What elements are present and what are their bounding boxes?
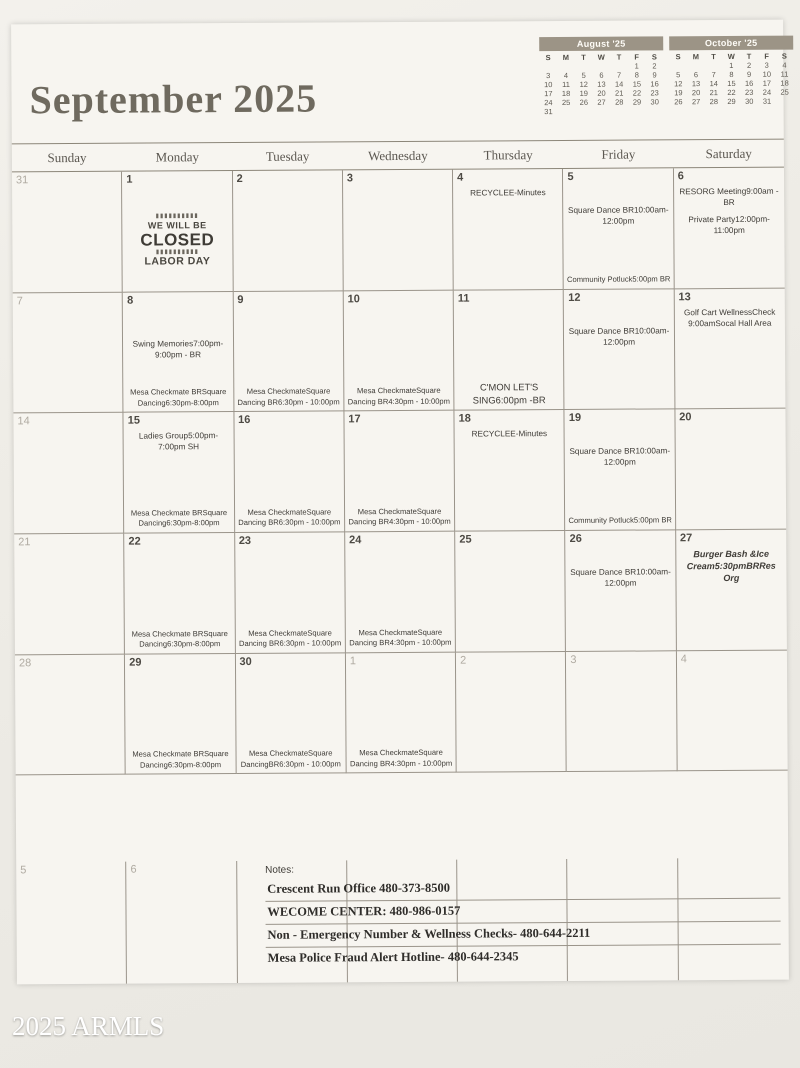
event-line: Mesa Checkmate BR	[131, 628, 204, 639]
mini-calendar-next-title: October '25	[669, 36, 793, 51]
event-line: 6:00pm -BR	[495, 394, 546, 406]
mini-day: 23	[745, 87, 754, 97]
event-line: Check 9:00am	[688, 307, 776, 328]
event-line: C'MON LET'S SING	[472, 381, 539, 406]
day-number: 30	[239, 655, 252, 668]
event-line: Private Party	[688, 214, 736, 225]
mini-day: 30	[745, 96, 754, 106]
mini-dow: T	[616, 52, 622, 62]
event-line: Square Dancing	[138, 508, 228, 529]
day-number: 13	[678, 290, 691, 303]
event-line: Square Dancing BR	[349, 748, 443, 769]
event-line: Ladies Group	[138, 431, 189, 441]
mini-day: 1	[729, 60, 734, 70]
mini-day: 20	[691, 88, 701, 98]
event-line: Ice Cream	[686, 548, 769, 572]
event-line: Community Potluck	[568, 516, 634, 526]
mini-day: 27	[597, 97, 606, 107]
day-event-middle	[125, 338, 230, 361]
day-event-upper	[566, 325, 671, 348]
day-number: 5	[567, 170, 574, 183]
mini-day: 13	[597, 79, 606, 89]
mini-day: 4	[563, 70, 569, 80]
event-line: 6:30pm-8:00pm	[165, 397, 219, 408]
mini-day: 19	[674, 88, 683, 98]
notice-line-3: LABOR DAY	[144, 255, 211, 268]
mini-day: 28	[709, 97, 719, 107]
day-cell[interactable]	[124, 533, 235, 654]
day-number: 6	[677, 170, 684, 183]
labor-day-notice	[135, 213, 219, 268]
mini-day	[592, 62, 610, 71]
event-line: 10:00am-12:00pm	[602, 205, 669, 226]
day-cell[interactable]	[15, 654, 126, 775]
day-event-bottom	[568, 516, 673, 527]
mini-dow: S	[651, 52, 657, 62]
day-event-middle	[676, 214, 782, 237]
notes-line-3: Non - Emergency Number & Wellness Checks- 480-644-2211	[265, 922, 780, 948]
day-number: 17	[348, 413, 361, 426]
day-cell[interactable]	[13, 413, 124, 534]
day-event-special	[678, 548, 784, 585]
event-line: Mesa Checkmate	[248, 628, 308, 638]
mini-day: 17	[544, 89, 553, 99]
day-cell[interactable]	[345, 532, 456, 653]
event-line: Mesa Checkmate	[356, 386, 417, 396]
event-line: BR6:30pm - 10:00pm	[268, 759, 341, 769]
day-event-bottom	[127, 629, 232, 650]
day-number: 23	[238, 534, 252, 547]
mini-day	[776, 97, 794, 106]
mini-dow: W	[727, 51, 735, 61]
day-event-top	[126, 430, 231, 453]
day-cell[interactable]	[563, 168, 674, 289]
mini-day: 24	[544, 98, 553, 108]
event-line: RECYCLE	[470, 188, 509, 198]
mini-day: 22	[632, 88, 642, 98]
event-line: Square Dance BR	[569, 446, 636, 457]
day-cell[interactable]	[677, 650, 788, 771]
event-line: Res Org	[723, 560, 776, 583]
day-number: 4	[680, 652, 687, 665]
mini-dow: S	[545, 53, 551, 63]
event-line: Square Dancing	[240, 748, 333, 769]
mini-day: 21	[615, 88, 624, 98]
day-number: 22	[128, 535, 141, 548]
notes-column	[16, 862, 127, 985]
day-number: 5	[20, 864, 27, 877]
mini-day: 24	[762, 87, 772, 97]
event-line: 7:00pm-9:00pm - BR	[155, 338, 224, 360]
day-number: 26	[569, 532, 582, 545]
mini-dow: M	[692, 52, 700, 62]
calendar-grid	[12, 168, 788, 863]
mini-day	[610, 62, 628, 71]
notes-label: Notes:	[265, 864, 295, 876]
day-event-top	[676, 186, 782, 209]
event-line: 6:30pm-8:00pm	[167, 759, 222, 770]
event-line: 4:30pm - 10:00pm	[390, 758, 453, 768]
day-number: 18	[458, 412, 471, 425]
day-event-top	[457, 428, 562, 440]
day-number: 8	[127, 294, 134, 307]
page-title: September 2025	[29, 75, 318, 123]
event-line: Mesa Checkmate BR	[130, 387, 202, 398]
event-line: Square Dancing BR	[237, 386, 331, 407]
day-number: 10	[347, 292, 360, 305]
mini-day: 8	[729, 69, 734, 79]
day-number: 25	[459, 533, 472, 546]
day-cell[interactable]	[13, 292, 124, 413]
weekday-thursday: Thursday	[483, 146, 533, 162]
day-number: 12	[568, 291, 581, 304]
day-cell[interactable]	[564, 289, 675, 410]
mini-day: 12	[674, 79, 683, 89]
day-number: 6	[130, 863, 137, 876]
mini-day: 11	[780, 69, 789, 79]
day-cell[interactable]	[675, 409, 786, 530]
mini-day: 18	[780, 78, 789, 88]
mini-day: 19	[579, 88, 588, 98]
event-line: 10:00am-12:00pm	[603, 325, 670, 347]
calendar-sheet	[11, 20, 789, 985]
mini-calendar-previous-title: August '25	[539, 36, 663, 51]
day-event-bottom	[128, 749, 233, 770]
watermark: 2025 ARMLS	[12, 1011, 165, 1041]
event-line: Swing Memories	[132, 338, 194, 349]
mini-day: 13	[691, 79, 701, 89]
event-line: E-Minutes	[508, 188, 546, 198]
mini-day	[669, 61, 687, 70]
event-line: 6:30pm-8:00pm	[167, 639, 221, 649]
day-cell[interactable]	[346, 652, 457, 773]
event-line: Square Dancing	[137, 387, 227, 408]
mini-day: 4	[782, 60, 787, 70]
event-line: Community Potluck	[566, 274, 633, 285]
day-event-bottom	[347, 507, 452, 528]
notice-bottom-dots: ▮▮▮▮▮▮▮▮▮▮	[155, 249, 199, 256]
day-cell[interactable]	[123, 292, 234, 413]
day-number: 3	[346, 172, 354, 185]
day-number: 9	[237, 293, 244, 306]
event-line: 5:00pm- 7:00pm SH	[158, 431, 219, 452]
day-event-bottom	[348, 748, 453, 769]
day-event-bottom	[126, 387, 231, 408]
day-cell[interactable]	[233, 291, 344, 412]
event-line: Golf Cart Wellness	[683, 307, 753, 317]
event-line: 9:00am - BR	[723, 186, 779, 208]
mini-day: 15	[727, 78, 736, 88]
day-number: 3	[570, 653, 577, 666]
day-number: 21	[18, 536, 31, 549]
day-cell[interactable]	[674, 168, 785, 289]
event-line: Square Dancing	[139, 628, 228, 649]
event-line: 6:30pm - 10:00pm	[278, 397, 340, 407]
notice-line-2: CLOSED	[140, 230, 215, 250]
mini-day: 25	[780, 87, 789, 97]
mini-day: 5	[676, 70, 681, 80]
event-line: 10:00am-12:00pm	[603, 446, 671, 468]
day-number: 24	[349, 534, 362, 547]
weekday-wednesday: Wednesday	[368, 147, 428, 163]
event-line: 10:00am-12:00pm	[604, 567, 671, 588]
day-cell[interactable]	[344, 411, 455, 532]
weekday-friday: Friday	[601, 146, 636, 162]
day-cell[interactable]	[455, 410, 566, 531]
mini-day: 20	[597, 88, 606, 98]
mini-day: 1	[634, 61, 639, 71]
event-line: Mesa Checkmate	[246, 387, 306, 397]
notes-section	[16, 858, 789, 985]
event-line: 4:30pm - 10:00pm	[389, 637, 452, 648]
event-line: Mesa Checkmate	[357, 506, 417, 517]
mini-day	[557, 62, 575, 71]
mini-day: 7	[711, 70, 716, 80]
event-line: Square Dancing BR	[347, 386, 441, 407]
notice-line-1: WE WILL BE	[147, 220, 207, 231]
mini-day	[705, 61, 723, 70]
mini-calendar-previous-grid	[539, 52, 663, 116]
mini-dow: S	[781, 51, 787, 61]
mini-day: 11	[562, 79, 570, 90]
mini-day	[593, 107, 611, 116]
mini-day	[575, 107, 593, 116]
event-line: Square Dancing	[139, 749, 229, 770]
event-line: Burger Bash &	[693, 548, 757, 560]
mini-day: 26	[579, 97, 589, 107]
notice-top-dots: ▮▮▮▮▮▮▮▮▮▮	[155, 213, 199, 220]
mini-dow: T	[711, 52, 716, 62]
event-line: Square Dancing BR	[238, 507, 332, 528]
day-event-bottom	[566, 275, 671, 286]
mini-day: 7	[616, 70, 622, 80]
mini-calendar-next-grid	[669, 52, 793, 107]
event-line: Mesa Checkmate	[359, 748, 419, 758]
day-event-bottom	[236, 387, 341, 408]
mini-day: 29	[632, 97, 642, 107]
event-line: 5:00pm BR	[633, 515, 672, 526]
mini-day: 17	[762, 78, 772, 88]
day-cell[interactable]	[565, 410, 676, 531]
mini-day: 16	[744, 78, 754, 88]
day-cell[interactable]	[125, 654, 236, 775]
mini-day	[557, 107, 575, 116]
mini-day: 25	[561, 97, 571, 108]
mini-day: 3	[546, 71, 551, 81]
day-number: 11	[457, 292, 470, 305]
mini-day: 3	[764, 60, 769, 70]
day-number: 1	[126, 173, 133, 186]
mini-calendar-next[interactable]	[669, 36, 793, 107]
day-number: 4	[457, 171, 464, 184]
event-line: Square Dancing BR	[349, 627, 443, 648]
day-number: 29	[129, 656, 142, 669]
day-cell[interactable]	[343, 170, 454, 291]
event-line: Square Dancing BR	[348, 506, 442, 527]
event-line: 6:30pm - 10:00pm	[279, 638, 342, 648]
mini-day: 5	[581, 70, 586, 80]
day-number: 16	[238, 414, 251, 427]
day-cell[interactable]	[566, 651, 677, 772]
event-line: Mesa Checkmate	[358, 627, 418, 637]
event-line: 6:30pm-8:00pm	[166, 518, 220, 528]
day-cell[interactable]	[235, 532, 346, 653]
event-line: Mesa Checkmate	[248, 748, 309, 759]
mini-day: 31	[544, 107, 553, 117]
mini-day	[575, 62, 593, 71]
day-cell[interactable]	[455, 531, 566, 652]
mini-day: 6	[693, 70, 699, 80]
event-line: 12:00pm-11:00pm	[713, 214, 770, 236]
mini-day: 22	[727, 87, 736, 97]
mini-day: 9	[652, 70, 657, 80]
mini-day: 16	[650, 79, 659, 89]
mini-day: 2	[652, 61, 657, 71]
notes-line-4: Mesa Police Fraud Alert Hotline- 480-644-2345	[267, 949, 519, 965]
notes-column	[126, 861, 237, 984]
weekday-sunday: Sunday	[47, 149, 87, 165]
notes-box	[257, 858, 789, 983]
day-number: 7	[16, 294, 23, 307]
mini-day: 8	[634, 70, 639, 80]
event-line: RECYCLE	[471, 429, 511, 439]
day-cell[interactable]	[235, 653, 346, 774]
day-cell[interactable]	[234, 412, 345, 533]
day-event-top	[455, 187, 560, 199]
mini-day: 28	[615, 97, 624, 107]
day-cell[interactable]	[344, 290, 455, 411]
mini-dow: T	[581, 52, 586, 62]
day-cell[interactable]	[453, 169, 564, 290]
day-number: 19	[568, 412, 582, 425]
mini-dow: W	[597, 52, 605, 62]
mini-day: 31	[762, 96, 772, 106]
mini-dow: M	[562, 52, 570, 62]
event-line: 4:30pm - 10:00pm	[388, 396, 450, 406]
mini-day: 14	[709, 79, 718, 89]
day-event-upper	[567, 446, 672, 469]
day-event-bottom	[238, 749, 343, 770]
mini-day	[610, 107, 628, 116]
event-line: E-Minutes	[510, 429, 548, 439]
day-number: 28	[18, 656, 32, 669]
event-line: Square Dance BR	[570, 567, 637, 577]
day-number: 31	[15, 174, 29, 187]
day-event-bottom	[237, 507, 342, 528]
mini-day: 23	[650, 88, 659, 98]
day-event-top	[677, 306, 783, 329]
mini-day	[539, 62, 557, 71]
day-event-upper	[566, 204, 671, 227]
day-number: 27	[679, 532, 693, 545]
event-line: Square Dance BR	[567, 205, 635, 215]
day-cell[interactable]	[124, 412, 235, 533]
mini-day	[687, 61, 705, 70]
weekday-tuesday: Tuesday	[265, 148, 310, 164]
day-number: 14	[17, 415, 30, 428]
calendar-header	[11, 20, 789, 145]
day-cell[interactable]	[456, 652, 567, 773]
mini-day: 26	[674, 97, 683, 107]
day-cell[interactable]	[233, 170, 344, 291]
day-event-bottom	[126, 508, 231, 529]
mini-day: 18	[561, 88, 571, 99]
day-number: 2	[460, 654, 467, 667]
weekday-monday: Monday	[155, 148, 200, 164]
event-line: Mesa Checkmate BR	[130, 508, 203, 518]
mini-day: 2	[746, 60, 752, 70]
day-number: 15	[127, 414, 141, 427]
event-line: 5:30pm	[714, 560, 747, 571]
mini-day: 27	[691, 97, 701, 107]
day-cell[interactable]	[566, 530, 677, 651]
mini-day: 30	[650, 97, 659, 107]
notes-line-1: Crescent Run Office 480-373-8500	[265, 876, 780, 902]
day-event-bottom	[346, 386, 451, 407]
day-cell[interactable]	[674, 288, 785, 409]
event-line: Mesa Checkmate BR	[132, 749, 205, 759]
day-cell[interactable]	[122, 171, 233, 292]
weekday-saturday: Saturday	[705, 145, 752, 161]
mini-day: 9	[746, 69, 752, 79]
day-number: 2	[236, 172, 243, 185]
day-event-upper	[568, 566, 673, 589]
event-line: BR	[746, 560, 760, 571]
mini-dow: F	[764, 51, 770, 61]
mini-dow: F	[634, 52, 640, 62]
day-number: 20	[679, 411, 692, 424]
mini-day: 29	[727, 96, 736, 106]
mini-day: 15	[632, 79, 642, 89]
event-line: RESORG Meeting	[679, 186, 747, 197]
event-line: Square Dancing BR	[238, 628, 332, 649]
event-line: 6:30pm - 10:00pm	[278, 517, 341, 528]
day-cell[interactable]	[454, 290, 565, 411]
day-number: 1	[349, 654, 356, 667]
mini-day	[628, 106, 646, 115]
mini-day: 10	[544, 80, 553, 90]
day-cell[interactable]	[676, 530, 787, 651]
event-line: Square Dance BR	[568, 326, 635, 336]
day-cell[interactable]	[14, 534, 125, 655]
day-cell[interactable]	[12, 172, 123, 293]
mini-day	[646, 106, 664, 115]
mini-dow: T	[746, 51, 752, 61]
mini-day: 10	[762, 69, 772, 79]
mini-calendar-previous[interactable]	[539, 36, 663, 116]
day-event-bottom	[237, 628, 342, 649]
event-line: 5:00pm BR	[632, 274, 671, 284]
day-event-bottom	[456, 380, 561, 407]
mini-dow: S	[675, 52, 681, 62]
event-line: 4:30pm - 10:00pm	[389, 517, 451, 527]
event-line: Mesa Checkmate	[247, 507, 307, 517]
mini-day: 14	[614, 79, 624, 89]
event-line: Socal Hall Area	[715, 318, 772, 328]
day-event-bottom	[348, 627, 453, 648]
mini-day: 12	[579, 79, 588, 89]
mini-day: 21	[709, 88, 718, 98]
notes-line-2: WECOME CENTER: 480-986-0157	[265, 899, 780, 925]
mini-day: 6	[599, 70, 604, 80]
